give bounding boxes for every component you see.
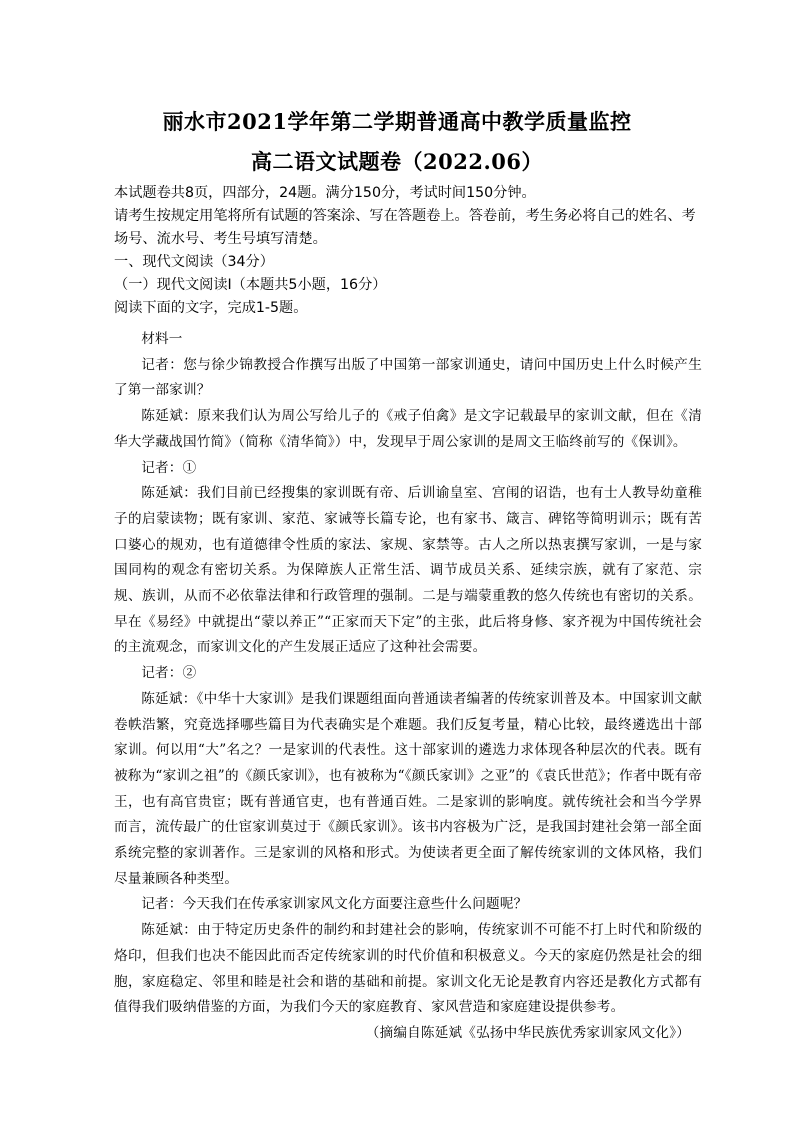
interview-paragraph: 陈延斌：由于特定历史条件的制约和封建社会的影响，传统家训不可能不打上时代和阶级的烙印，但我们也决不能因此而否定传统家训的时代价值和积极意义。今天的家庭仍然是社会的细胞，家庭稳定、邻里和睦是社会和谐的基础和前提。家训文化无论是教育内容还是教化方式都有值得我们吸纳借鉴的方面，为我们今天的家庭教育、家风营造和家庭建设提供参考。 — [114, 922, 702, 1016]
exam-subtitle: 高二语文试题卷（2022.06） — [251, 149, 543, 174]
reading-instruction: 阅读下面的文字，完成1-5题。 — [114, 300, 308, 316]
interview-paragraph: 陈延斌：《中华十大家训》是我们课题组面向普通读者编著的传统家训普及本。中国家训文献卷帙浩繁，究竟选择哪些篇目为代表确实是个难题。我们反复考量，精心比较，最终遴选出十部家训。何以用“大”名之？一是家训的代表性。这十部家训的遴选力求体现各种层次的代表。既有被称为“家训之祖”的《颜氏家训》，也有被称为“《颜氏家训》之亚”的《袁氏世范》；作者中既有帝王，也有高官贵宦；既有普通官吏，也有普通百姓。二是家训的影响度。就传统社会和当今学界而言，流传最广的仕宦家训莫过于《颜氏家训》。该书内容极为广泛，是我国封建社会第一部全面系统完整的家训著作。三是家训的风格和形式。为使读者更全面了解传统家训的文体风格，我们尽量兼顾各种类型。 — [114, 690, 702, 887]
exam-info-line: 本试题卷共8页，四部分，24题。满分150分，考试时间150分钟。 — [114, 185, 536, 201]
material-source: （摘编自陈延斌《弘扬中华民族优秀家训家风文化》） — [365, 1024, 690, 1041]
exam-instruction-line: 请考生按规定用笔将所有试题的答案涂、写在答题卷上。答卷前，考生务必将自己的姓名、考场号、流水号、考生号填写清楚。 — [114, 208, 696, 247]
interview-paragraph: 记者：① — [141, 459, 197, 476]
section-heading: 一、现代文阅读（34分） — [114, 254, 274, 270]
interview-paragraph: 陈延斌：我们目前已经搜集的家训既有帝、后训谕皇室、宫闱的诏诰，也有士人教导幼童稚子的启蒙读物；既有家训、家范、家诫等长篇专论，也有家书、箴言、碑铭等简明训示；既有苦口婆心的规劝，也有道德律令性质的家法、家规、家禁等。古人之所以热衷撰写家训，一是与家国同构的观念有密切关系。为保障族人正常生活、调节成员关系、延续宗族，就有了家范、宗规、族训，从而不必依靠法律和行政管理的强制。二是与端蒙重教的悠久传统也有密切的关系。早在《易经》中就提出“蒙以养正”“正家而天下定”的主张，此后将身修、家齐视为中国传统社会的主流观念，而家训文化的产生发展正适应了这种社会需要。 — [114, 485, 702, 656]
interview-paragraph: 记者：您与徐少锦教授合作撰写出版了中国第一部家训通史，请问中国历史上什么时候产生了第一部家训？ — [114, 356, 702, 399]
interview-paragraph: 记者：② — [141, 665, 197, 682]
material-label: 材料一 — [141, 331, 183, 347]
exam-title: 丽水市2021学年第二学期普通高中教学质量监控 — [162, 109, 632, 134]
interview-paragraph: 记者：今天我们在传承家训家风文化方面要注意些什么问题呢？ — [141, 896, 528, 913]
subsection-heading: （一）现代文阅读Ⅰ（本题共5小题，16分） — [114, 277, 387, 293]
interview-paragraph: 陈延斌：原来我们认为周公写给儿子的《戒子伯禽》是文字记载最早的家训文献，但在《清华大学藏战国竹简》（简称《清华简》）中，发现早于周公家训的是周文王临终前写的《保训》。 — [114, 408, 702, 450]
reading-material — [114, 327, 702, 1047]
exam-intro — [114, 182, 702, 320]
